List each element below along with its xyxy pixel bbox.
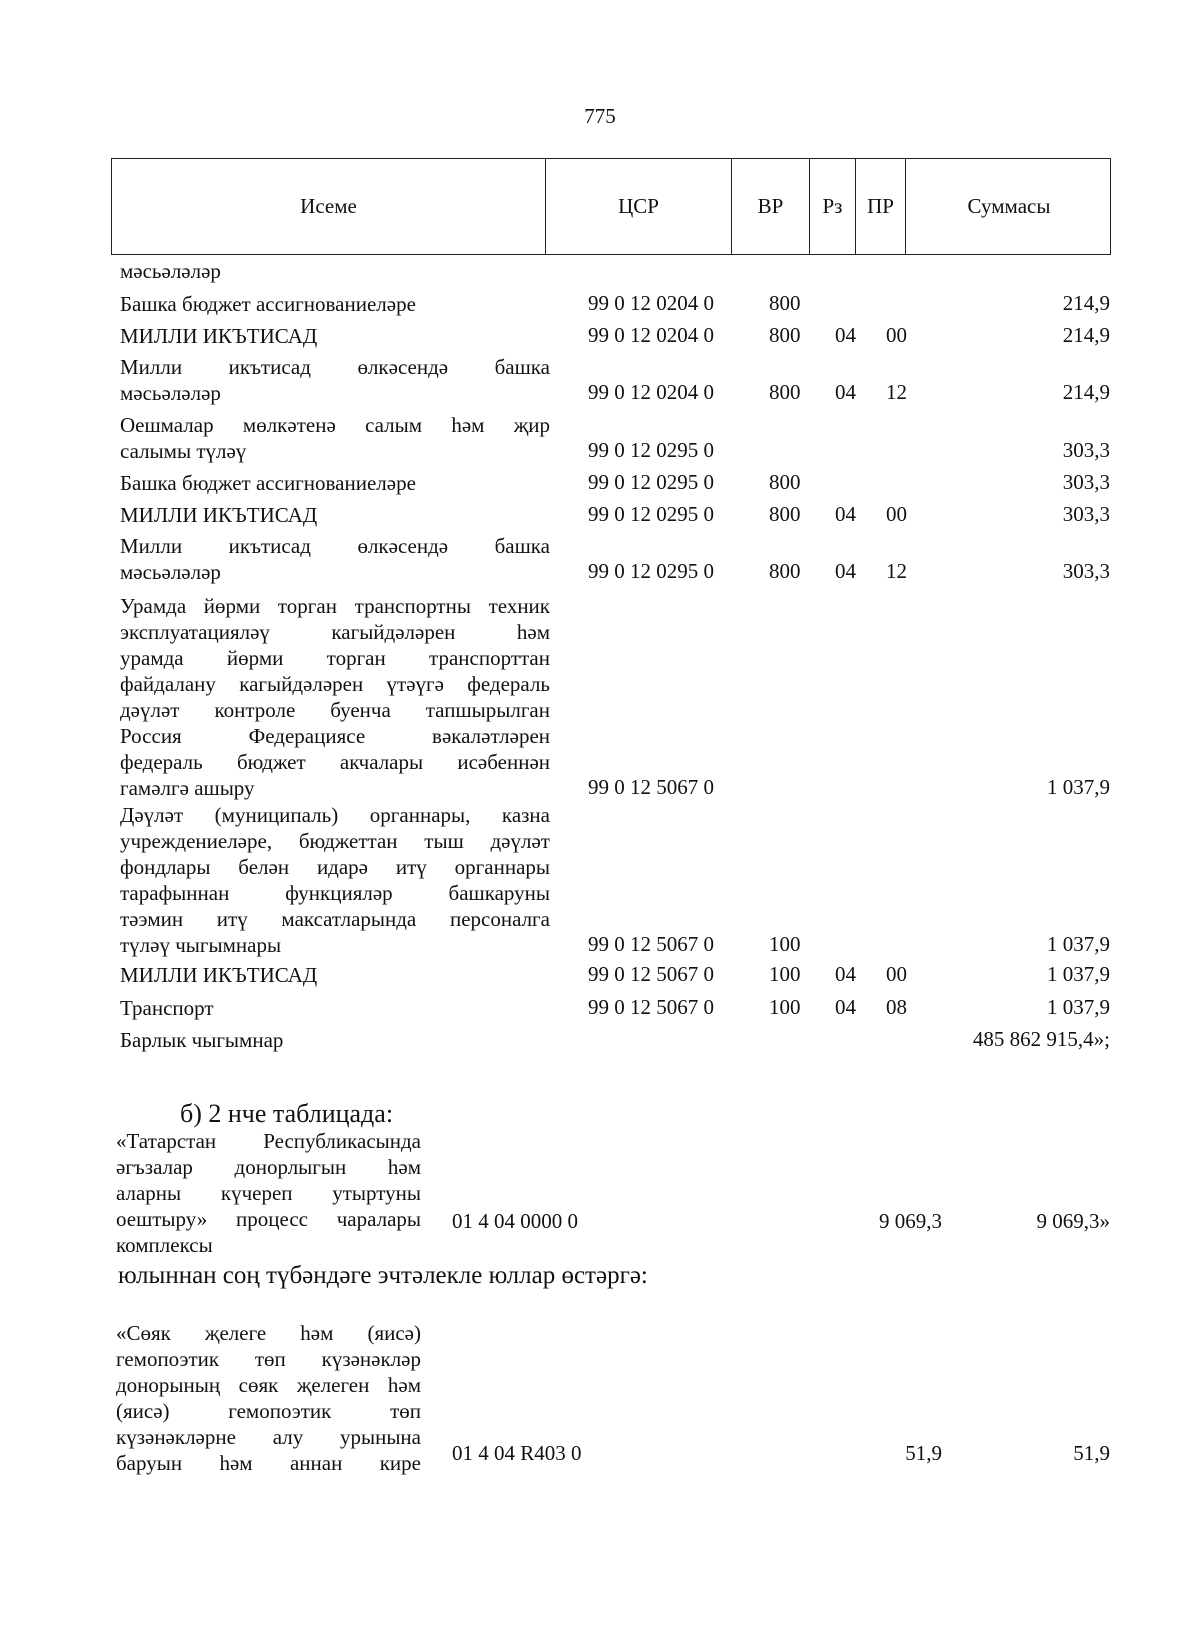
row-name-line: Башка бюджет ассигнованиеләре	[120, 292, 416, 316]
row-vr: 100	[769, 962, 801, 986]
row-vr: 800	[769, 380, 801, 404]
row-csr: 99 0 12 0295 0	[588, 502, 714, 526]
row-pr: 00	[886, 962, 907, 986]
entry-name-line: гемопоэтик төп күзәнәкләр	[116, 1347, 421, 1371]
row-vr: 800	[769, 470, 801, 494]
entry-name-line: комплексы	[116, 1233, 213, 1257]
row-name-line: Урамда йөрми торган транспортны техник	[120, 594, 550, 618]
row-name-line: файдалану кагыйдәләрен үтәүгә федераль	[120, 672, 550, 696]
row-name-line: урамда йөрми торган транспорттан	[120, 646, 550, 670]
row-name-line: Милли икътисад өлкәсендә башка	[120, 355, 550, 379]
row-vr: 800	[769, 559, 801, 583]
row-csr: 99 0 12 0295 0	[588, 470, 714, 494]
row-rz: 04	[835, 380, 856, 404]
row-pr: 00	[886, 502, 907, 526]
row-rz: 04	[835, 559, 856, 583]
row-rz: 04	[835, 962, 856, 986]
entry-name-line: (яисә) гемопоэтик төп	[116, 1399, 421, 1423]
row-sum: 303,3	[1062, 470, 1110, 494]
row-name-line: Барлык чыгымнар	[120, 1028, 284, 1052]
row-pr: 00	[886, 323, 907, 347]
header-rz: Рз	[809, 159, 855, 254]
row-rz: 04	[835, 995, 856, 1019]
row-name	[120, 323, 550, 349]
entry2-csr: 01 4 04 R403 0	[452, 1441, 582, 1465]
entry-name-line: «Татарстан Республикасында	[116, 1129, 421, 1153]
row-csr: 99 0 12 0204 0	[588, 323, 714, 347]
entry1-value2: 9 069,3»	[1036, 1209, 1110, 1233]
row-sum: 303,3	[1062, 502, 1110, 526]
row-name-line: мәсьәләләр	[120, 381, 221, 405]
row-sum: 485 862 915,4»;	[972, 1027, 1110, 1051]
entry1-csr: 01 4 04 0000 0	[452, 1209, 578, 1233]
row-name-line: Милли икътисад өлкәсендә башка	[120, 534, 550, 558]
row-sum: 303,3	[1062, 438, 1110, 462]
row-csr: 99 0 12 0295 0	[588, 559, 714, 583]
row-sum: 1 037,9	[1047, 995, 1110, 1019]
entry-name-line: оештыру» процесс чаралары	[116, 1207, 421, 1231]
row-name-line: салымы түләү	[120, 439, 247, 463]
row-sum: 214,9	[1062, 323, 1110, 347]
row-pr: 08	[886, 995, 907, 1019]
entry-name-line: күзәнәкләрне алу урынына	[116, 1425, 421, 1449]
header-csr: ЦСР	[545, 159, 731, 254]
row-name	[120, 962, 550, 988]
page-number: 775	[584, 104, 616, 128]
row-csr: 99 0 12 0204 0	[588, 380, 714, 404]
row-sum: 1 037,9	[1047, 962, 1110, 986]
row-csr: 99 0 12 5067 0	[588, 775, 714, 799]
entry-name-line: аларны күчереп утыртуны	[116, 1181, 421, 1205]
row-sum: 303,3	[1062, 559, 1110, 583]
row-name-line: тәэмин итү максатларында персоналга	[120, 907, 550, 931]
row-name	[120, 995, 550, 1021]
row-name-line: фондлары белән идарә итү органнары	[120, 855, 550, 879]
row-csr: 99 0 12 0295 0	[588, 438, 714, 462]
row-name	[120, 291, 550, 317]
row-name-line: дәүләт контроле буенча тапшырылган	[120, 698, 550, 722]
entry2-value1: 51,9	[905, 1441, 942, 1465]
row-sum: 1 037,9	[1047, 775, 1110, 799]
entry-name-line: баруын һәм аннан кире	[116, 1451, 421, 1475]
row-name-line: Оешмалар мөлкәтенә салым һәм җир	[120, 413, 550, 437]
row-name-line: Россия Федерациясе вәкаләтләрен	[120, 724, 550, 748]
row-sum: 214,9	[1062, 291, 1110, 315]
row-vr: 800	[769, 502, 801, 526]
row-vr: 100	[769, 995, 801, 1019]
row-name-line: мәсьәләләр	[120, 259, 221, 283]
row-name	[120, 533, 550, 585]
entry2-value2: 51,9	[1073, 1441, 1110, 1465]
row-name	[120, 470, 550, 496]
row-name-line: МИЛЛИ ИКЪТИСАД	[120, 324, 318, 348]
row-csr: 99 0 12 0204 0	[588, 291, 714, 315]
instruction-text: юлыннан соң түбәндәге эчтәлекле юллар өстәргә:	[118, 1262, 648, 1289]
row-vr: 100	[769, 932, 801, 956]
row-sum: 1 037,9	[1047, 932, 1110, 956]
row-name-line: федераль бюджет акчалары исәбеннән	[120, 750, 550, 774]
row-csr: 99 0 12 5067 0	[588, 995, 714, 1019]
row-vr: 800	[769, 291, 801, 315]
row-pr: 12	[886, 380, 907, 404]
row-name-line: учреждениеләре, бюджеттан тыш дәүләт	[120, 829, 550, 853]
row-name-line: МИЛЛИ ИКЪТИСАД	[120, 503, 318, 527]
header-pr: ПР	[855, 159, 905, 254]
row-name	[120, 1027, 550, 1053]
entry-name-line: әгъзалар донорлыгын һәм	[116, 1155, 421, 1179]
row-csr: 99 0 12 5067 0	[588, 932, 714, 956]
row-name-line: Транспорт	[120, 996, 214, 1020]
row-rz: 04	[835, 323, 856, 347]
entry1-name	[116, 1128, 421, 1258]
row-vr: 800	[769, 323, 801, 347]
row-name-line: мәсьәләләр	[120, 560, 221, 584]
row-name-line: МИЛЛИ ИКЪТИСАД	[120, 963, 318, 987]
row-csr: 99 0 12 5067 0	[588, 962, 714, 986]
entry-name-line: донорының сөяк җелеген һәм	[116, 1373, 421, 1397]
row-name-line: Дәүләт (муниципаль) органнары, казна	[120, 803, 550, 827]
header-vr: ВР	[731, 159, 809, 254]
row-name-line: гамәлгә ашыру	[120, 776, 255, 800]
header-name: Исеме	[300, 194, 357, 218]
entry1-value1: 9 069,3	[879, 1209, 942, 1233]
row-name-line: эксплуатацияләү кагыйдәләрен һәм	[120, 620, 550, 644]
row-name-line: Башка бюджет ассигнованиеләре	[120, 471, 416, 495]
row-name	[120, 354, 550, 406]
row-name	[120, 593, 550, 801]
section-b-heading: б) 2 нче таблицада:	[180, 1099, 394, 1128]
row-name-line: түләү чыгымнары	[120, 933, 282, 957]
row-sum: 214,9	[1062, 380, 1110, 404]
header-sum: Суммасы	[905, 159, 1112, 254]
row-pr: 12	[886, 559, 907, 583]
row-name-line: тарафыннан функцияләр башкаруны	[120, 881, 550, 905]
row-name	[120, 502, 550, 528]
entry2-name	[116, 1320, 421, 1476]
row-name	[120, 412, 550, 464]
table-header	[111, 158, 1111, 255]
row-name	[120, 802, 550, 958]
entry-name-line: «Сөяк җелеге һәм (яисә)	[116, 1321, 421, 1345]
row-rz: 04	[835, 502, 856, 526]
row-name	[120, 258, 550, 284]
